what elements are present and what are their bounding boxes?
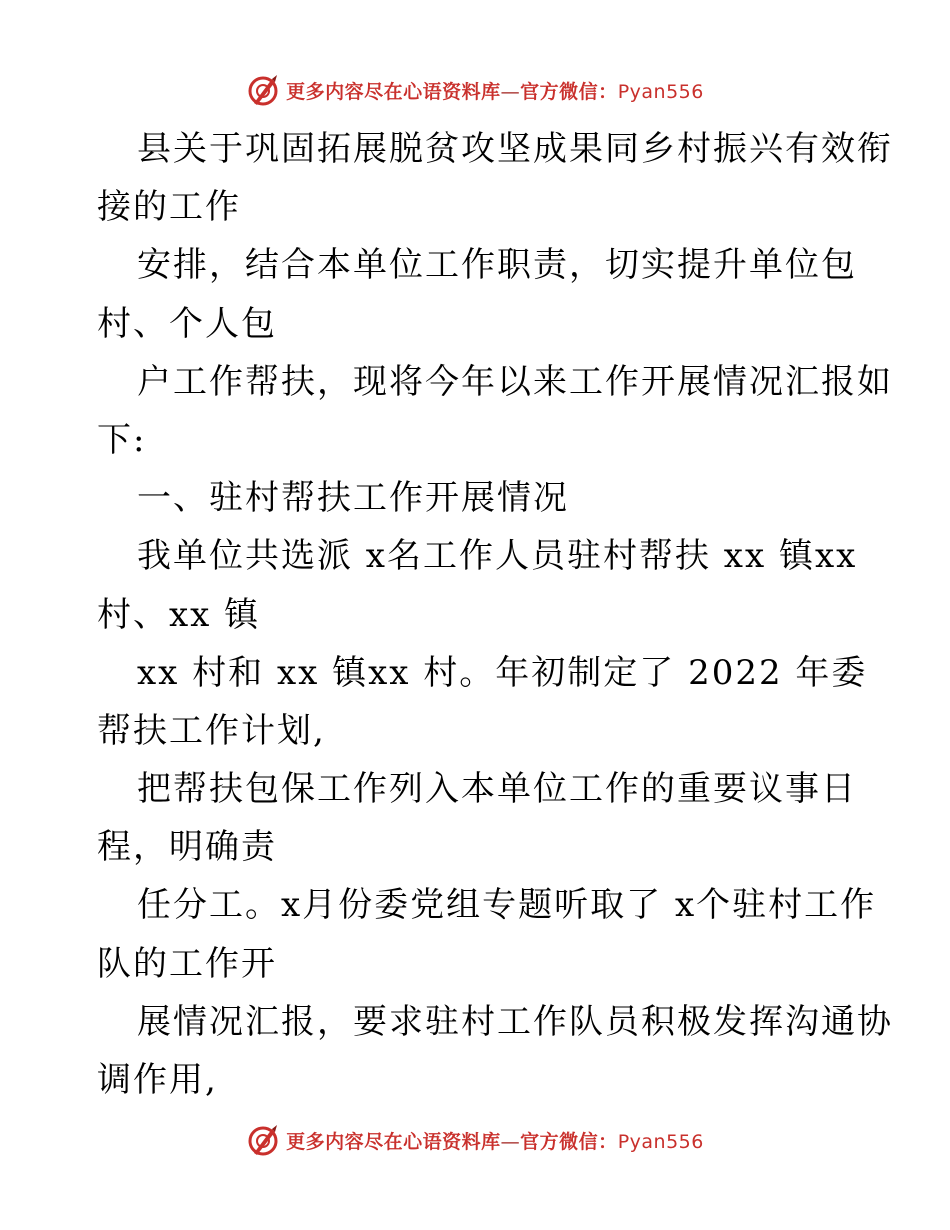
watermark-handle: Pyan556 bbox=[617, 80, 704, 103]
text-line: 帮扶工作计划, bbox=[97, 710, 326, 751]
text-line: 任分工。x月份委党组专题听取了 x个驻村工作 bbox=[137, 885, 877, 926]
quill-logo-icon bbox=[246, 73, 280, 107]
watermark-prefix: 更多内容尽在心语资料库 bbox=[286, 1130, 501, 1153]
text-line: 程，明确责 bbox=[97, 827, 277, 868]
text-line: 户工作帮扶，现将今年以来工作开展情况汇报如 bbox=[137, 361, 893, 402]
text-line: 县关于巩固拓展脱贫攻坚成果同乡村振兴有效衔 bbox=[137, 129, 893, 169]
watermark-label: 官方微信： bbox=[520, 1130, 618, 1153]
watermark-handle: Pyan556 bbox=[617, 1130, 704, 1153]
watermark-banner-top bbox=[0, 70, 950, 110]
text-line: 接的工作 bbox=[97, 187, 241, 228]
text-line: 调作用, bbox=[97, 1060, 218, 1100]
watermark-dash: — bbox=[500, 80, 521, 103]
text-line: 我单位共选派 x名工作人员驻村帮扶 xx 镇xx bbox=[137, 536, 858, 577]
watermark-dash: — bbox=[500, 1130, 521, 1153]
document-body bbox=[97, 120, 893, 1109]
text-line: 安排，结合本单位工作职责，切实提升单位包 bbox=[137, 245, 857, 286]
text-line: 把帮扶包保工作列入本单位工作的重要议事日 bbox=[137, 769, 857, 810]
watermark-label: 官方微信： bbox=[520, 80, 618, 103]
watermark-banner-bottom bbox=[0, 1120, 950, 1160]
text-line: 一、驻村帮扶工作开展情况 bbox=[137, 478, 569, 519]
text-line: 队的工作开 bbox=[97, 943, 277, 984]
text-line: xx 村和 xx 镇xx 村。年初制定了 2022 年委 bbox=[137, 652, 868, 693]
quill-logo-icon bbox=[246, 1123, 280, 1157]
text-line: 村、xx 镇 bbox=[97, 594, 261, 635]
text-line: 展情况汇报，要求驻村工作队员积极发挥沟通协 bbox=[137, 1001, 893, 1042]
text-line: 下: bbox=[97, 419, 147, 460]
text-line: 村、个人包 bbox=[97, 303, 277, 344]
watermark-prefix: 更多内容尽在心语资料库 bbox=[286, 80, 501, 103]
